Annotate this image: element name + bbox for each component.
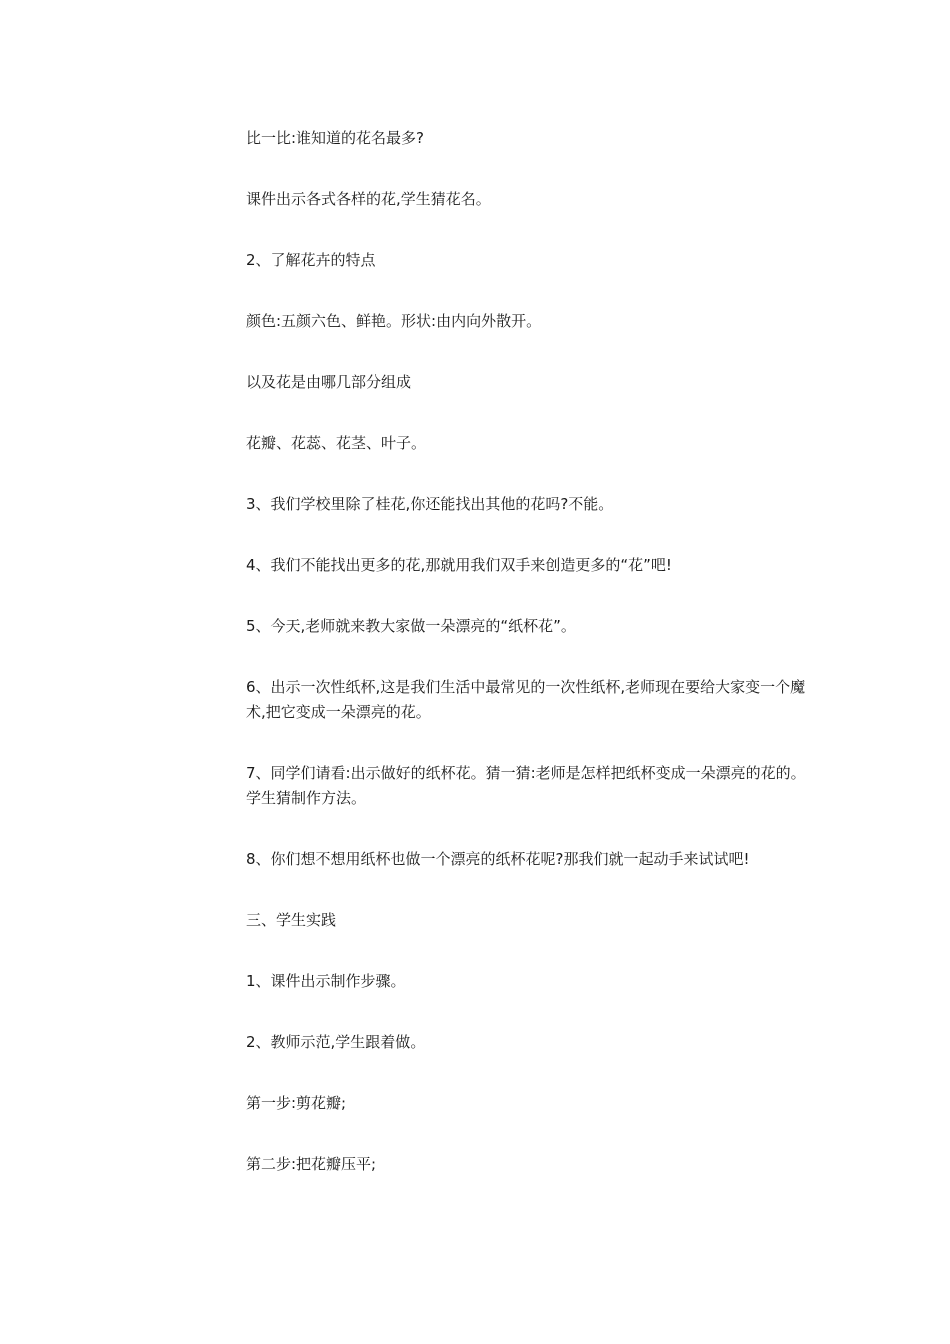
paragraph-5: 以及花是由哪几部分组成 xyxy=(246,373,412,391)
paragraph-10: 6、出示一次性纸杯,这是我们生活中最常见的一次性纸杯,老师现在要给大家变一个魔术,把它变成一朵漂亮的花。 xyxy=(246,678,806,721)
paragraph-3: 2、了解花卉的特点 xyxy=(246,251,376,269)
document-body xyxy=(246,126,806,1213)
paragraph-6: 花瓣、花蕊、花茎、叶子。 xyxy=(246,434,427,452)
section-heading: 三、学生实践 xyxy=(246,911,337,929)
paragraph-17: 第二步:把花瓣压平; xyxy=(246,1155,377,1173)
paragraph-2: 课件出示各式各样的花,学生猜花名。 xyxy=(246,190,491,208)
paragraph-15: 2、教师示范,学生跟着做。 xyxy=(246,1033,426,1051)
paragraph-8: 4、我们不能找出更多的花,那就用我们双手来创造更多的“花”吧! xyxy=(246,556,672,574)
paragraph-1: 比一比:谁知道的花名最多? xyxy=(246,129,425,147)
paragraph-9: 5、今天,老师就来教大家做一朵漂亮的“纸杯花”。 xyxy=(246,617,576,635)
paragraph-7: 3、我们学校里除了桂花,你还能找出其他的花吗?不能。 xyxy=(246,495,614,513)
paragraph-11: 7、同学们请看:出示做好的纸杯花。猜一猜:老师是怎样把纸杯变成一朵漂亮的花的。学生猜制作方法。 xyxy=(246,764,806,807)
paragraph-16: 第一步:剪花瓣; xyxy=(246,1094,347,1112)
paragraph-4: 颜色:五颜六色、鲜艳。形状:由内向外散开。 xyxy=(246,312,542,330)
paragraph-12: 8、你们想不想用纸杯也做一个漂亮的纸杯花呢?那我们就一起动手来试试吧! xyxy=(246,850,750,868)
paragraph-14: 1、课件出示制作步骤。 xyxy=(246,972,406,990)
